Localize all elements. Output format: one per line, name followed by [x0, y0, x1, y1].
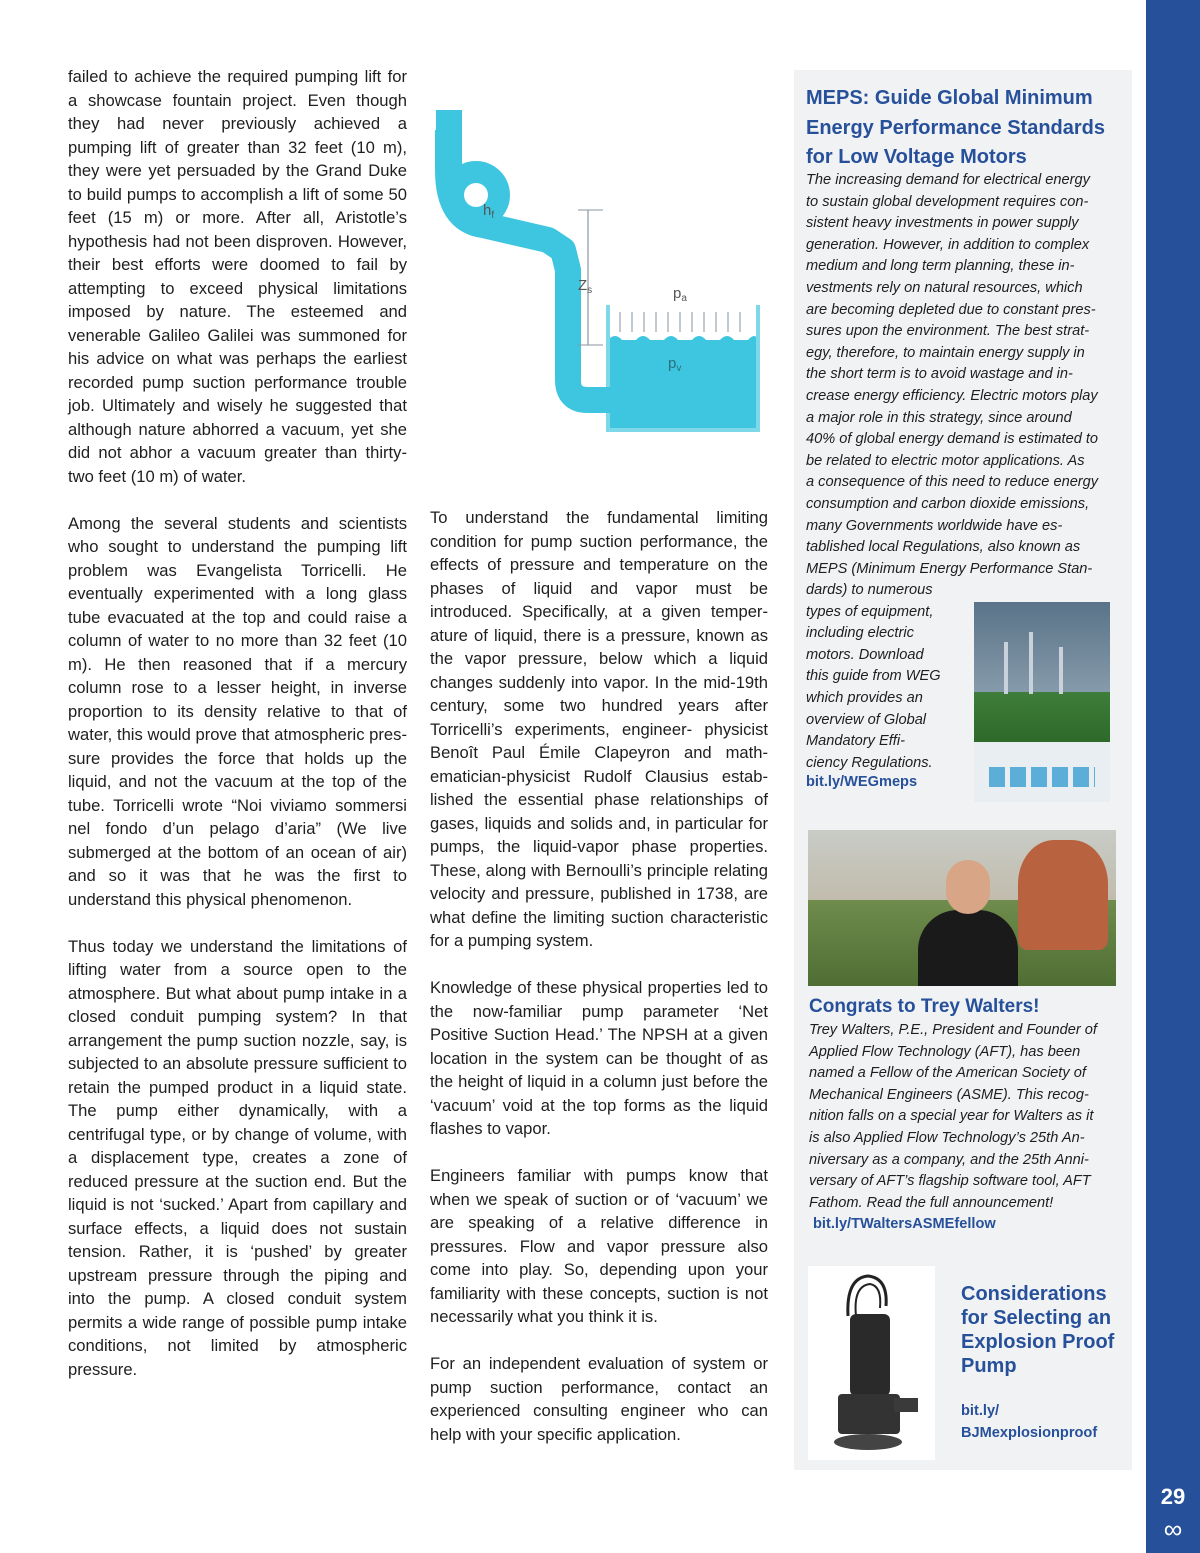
body-line: versary of AFT’s flagship software tool, AFT	[809, 1173, 1091, 1190]
trey-title: Congrats to Trey Walters!	[809, 996, 1040, 1017]
discharge-pipe	[436, 110, 462, 180]
paragraph: Engineers familiar with pumps know that when we speak of suction or of ‘vacuum’ we are speaking of a relative difference in pressures. Flow and vapor pressure also come into play. So, depending upon your familiarity with these concepts, suction is not necessarily what you think it is.	[430, 1166, 768, 1326]
pump-link[interactable]	[961, 1400, 1097, 1444]
body-line: Mandatory Effi-	[806, 733, 905, 750]
body-line: MEPS (Minimum Energy Performance Stan-	[806, 560, 1093, 577]
explosion-proof-pump-image	[808, 1266, 935, 1460]
title-line: Explosion Proof	[961, 1331, 1115, 1353]
pump-cable	[856, 1284, 881, 1316]
body-line: including electric	[806, 625, 914, 642]
title-line: MEPS: Guide Global Minimum	[806, 87, 1093, 109]
body-line: medium and long term planning, these in-	[806, 258, 1075, 275]
body-line: nition falls on a special year for Walters as it	[809, 1108, 1094, 1125]
body-line: the short term is to avoid wastage and in-	[806, 366, 1073, 383]
body-line: sistent heavy investments in power supply	[806, 215, 1079, 232]
body-line: vestments rely on natural resources, which	[806, 279, 1083, 296]
cover-field	[974, 692, 1110, 742]
title-line: Energy Performance Standards	[806, 116, 1105, 139]
link-line: BJMexplosionproof	[961, 1425, 1098, 1441]
body-line: Trey Walters, P.E., President and Founder of	[809, 1022, 1097, 1038]
cover-stack	[1004, 642, 1008, 694]
label-zs: $Z_s$	[578, 277, 593, 296]
trey-walters-photo	[808, 830, 1116, 986]
label-pv: $p_v$	[668, 355, 682, 374]
pump-svg	[808, 1266, 935, 1460]
body-line: sures upon the environment. The best strat-	[806, 323, 1090, 340]
body-line: this guide from WEG	[806, 668, 941, 685]
body-line: Applied Flow Technology (AFT), has been	[809, 1043, 1081, 1060]
body-line: overview of Global	[806, 711, 927, 728]
body-line: generation. However, in addition to complex	[806, 236, 1090, 253]
body-line: dards) to numerous	[806, 582, 933, 598]
meps-guide-cover	[974, 602, 1110, 802]
body-line: a major role in this strategy, since around	[806, 409, 1072, 426]
title-line: for Low Voltage Motors	[806, 146, 1027, 168]
body-line: to sustain global development requires con-	[806, 193, 1089, 210]
body-line: Fathom. Read the full announcement!	[809, 1194, 1054, 1211]
meps-title	[806, 84, 1126, 173]
label-hf: $h_f$	[483, 202, 495, 221]
body-line: many Governments worldwide have es-	[806, 517, 1063, 534]
trey-body	[809, 1020, 1116, 1214]
article-column-1	[68, 65, 407, 1405]
cover-stack	[1059, 647, 1063, 694]
pump-title	[961, 1282, 1126, 1378]
paragraph: Knowledge of these physical properties led to the now-familiar pump parameter ‘Net Positive Suction Head.’ The NPSH at a given location in the system can be thought of as the height of liquid in a column just before the ‘vacuum’ void at the top forms as the liquid flashes to vapor.	[430, 978, 768, 1138]
body-line: egy, therefore, to maintain energy supply in	[806, 344, 1085, 361]
photo-person	[918, 910, 1018, 986]
label-pa: $p_a$	[673, 285, 687, 304]
body-line: ciency Regulations.	[806, 754, 933, 771]
pump-volute	[838, 1394, 900, 1434]
paragraph: For an independent evaluation of system or pump suction performance, contact an experienced consulting engineer who can help with your specific application.	[430, 1354, 768, 1444]
body-line: be related to electric motor applications. As	[806, 452, 1085, 469]
paragraph: To understand the fundamental limiting condition for pump suction performance, the effects of pressure and temperature on the phases of liquid and vapor must be introduced. Specifically, at a given temperature of liquid, there is a pressure, known as the vapor pressure, below which a liquid changes suddenly into vapor. In the mid-19th century, some two hundred years after Torricelli’s experiments, engineer- physicist Benoît Paul Émile Clapeyron and mathematician-physicist Rudolf Clausius established the essential phase relationships of gases, liquids and solids and, in particular for pumps, the liquid-vapor phase properties. These, along with Bernoulli’s principle relating velocity and pressure, published in 1738, are what define the limiting suction characteristic for a pumping system.	[430, 508, 768, 950]
pressure-arrows	[620, 312, 740, 332]
tank-water	[608, 340, 758, 430]
meps-link[interactable]: bit.ly/WEGmeps	[806, 774, 918, 790]
photo-face	[946, 860, 990, 914]
cover-stack	[1029, 632, 1033, 694]
pump-motor	[850, 1314, 890, 1396]
paragraph: Among the several students and scientists who sought to understand the pumping lift problem was Evangelista Torricelli. He eventually experimented with a long glass tube evacuated at the top and could raise a column of water to no more than 32 feet (10 m). He then reasoned that if a mercury column rose to a lesser height, in inverse proportion to its density relative to that of water, this would prove that atmospheric pressure provides the force that holds up the liquid, and not the vacuum at the top of the tube. Torricelli wrote “Noi viviamo sommersi nel fondo d’un pelago d’aria” (We live submerged at the bottom of an ocean of air) and so it was that he was the first to understand this physical phenomenon.	[68, 513, 407, 909]
link-line: bit.ly/	[961, 1403, 1000, 1419]
body-line: which provides an	[806, 689, 923, 706]
suction-diagram-svg	[428, 100, 768, 445]
body-line: tablished local Regulations, also known as	[806, 539, 1081, 556]
sidebar	[794, 70, 1132, 1470]
title-line: Considerations	[961, 1283, 1107, 1305]
paragraph: failed to achieve the required pumping lift for a showcase fountain project. Even though they had never previously achieved a pumping lift of greater than 32 feet (10 m), they were yet persuaded by the Grand Duke to build pumps to accomplish a lift of some 50 feet (15 m) or more. After all, Aristotle’s hypothesis had not been disproven. However, their best efforts were doomed to fail by attempting to exceed physical limitations imposed by nature. The esteemed and venerable Galileo Galilei was summoned for his advice on what was perhaps the earliest recorded pump suction performance trouble job. Ultimately and wisely he suggested that although nature abhorred a vacuum, yet she did not abhor a vacuum greater than thirty-two feet (10 m) of water.	[68, 67, 407, 486]
trey-link[interactable]: bit.ly/TWaltersASMEfellow	[813, 1216, 996, 1232]
photo-rocks	[1018, 840, 1108, 950]
body-line: consumption and carbon dioxide emissions,	[806, 495, 1090, 512]
body-line: a consequence of this need to reduce energy	[806, 474, 1099, 491]
page-number: 29	[1160, 1484, 1186, 1509]
body-line: types of equipment,	[806, 603, 934, 620]
pump-discharge	[894, 1398, 918, 1412]
title-line: for Selecting an	[961, 1307, 1112, 1329]
body-line: crease energy efficiency. Electric motors play	[806, 387, 1098, 404]
meps-body	[806, 170, 1119, 580]
body-line: niversary as a company, and the 25th Anni-	[809, 1151, 1089, 1168]
meps-body-narrow	[806, 580, 952, 774]
cover-tiles	[989, 767, 1095, 787]
body-line: are becoming depleted due to constant pres-	[806, 301, 1096, 318]
paragraph: Thus today we understand the limitations of lifting water from a source open to the atmosphere. But what about pump intake in a closed conduit pumping system? In that arrangement the pump suction nozzle, say, is subjected to an absolute pressure sufficient to retain the pumped product in a liquid state. The pump either dynamically, with a centrifugal type, or by change of volume, with a displacement type, creates a zone of reduced pressure at the suction end. But the liquid is not ‘sucked.’ Apart from capillary and surface effects, a liquid does not sustain tension. Rather, it is ‘pushed’ by greater upstream pressure through the piping and into the pump. A closed conduit system permits a wide range of possible pump intake conditions, not limited by atmospheric pressure.	[68, 936, 407, 1379]
article-column-2	[430, 506, 768, 1470]
body-line: Mechanical Engineers (ASME). This recog-	[809, 1086, 1089, 1103]
body-line: named a Fellow of the American Society of	[809, 1065, 1086, 1082]
body-line: The increasing demand for electrical energy	[806, 172, 1090, 188]
title-line: Pump	[961, 1355, 1017, 1377]
page-edge-bar	[1146, 0, 1200, 1553]
infinity-icon: ∞	[1163, 1514, 1183, 1544]
body-line: is also Applied Flow Technology’s 25th An-	[809, 1129, 1085, 1146]
body-line: 40% of global energy demand is estimated to	[806, 431, 1099, 448]
pump-base	[834, 1434, 902, 1450]
suction-diagram	[428, 100, 768, 445]
body-line: motors. Download	[806, 646, 924, 663]
